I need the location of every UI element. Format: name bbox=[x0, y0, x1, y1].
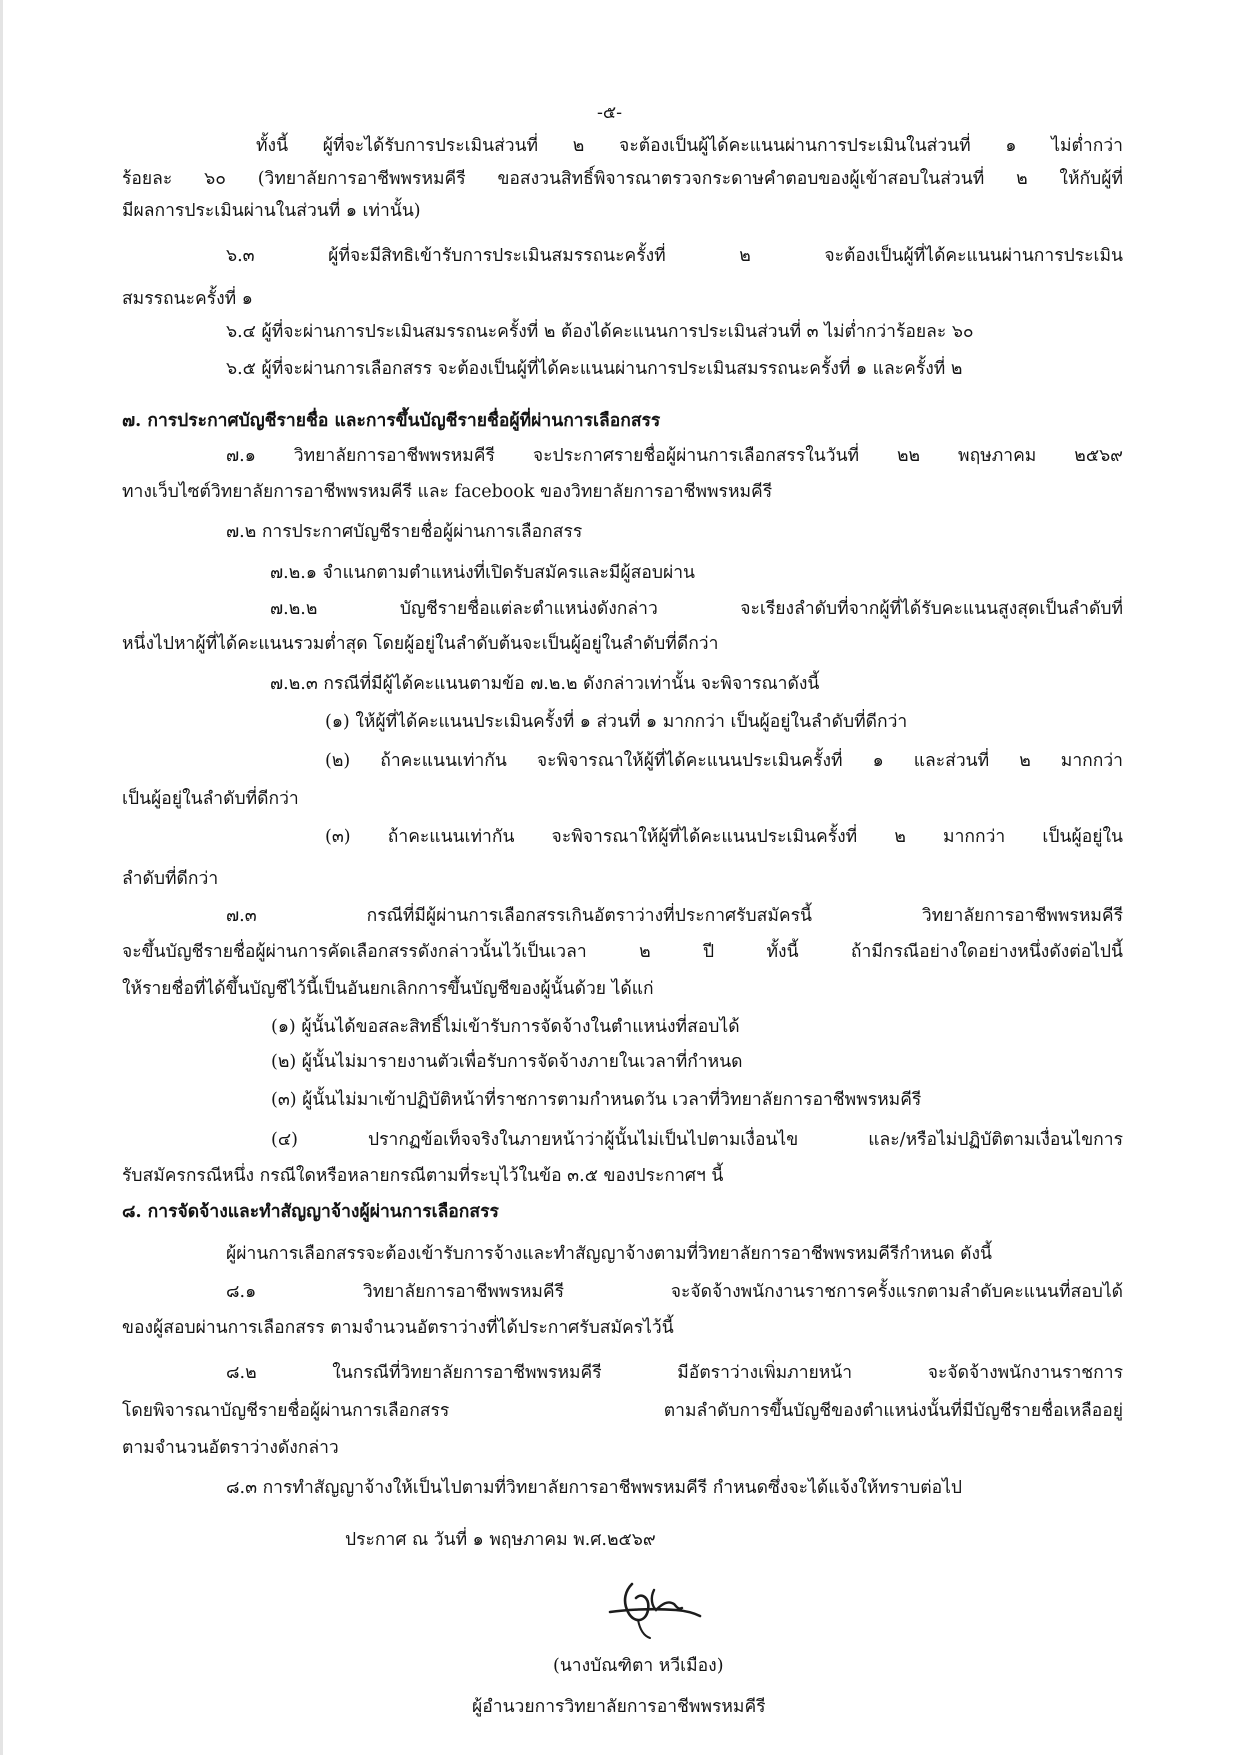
paragraph-line: ๗.๒.๓ กรณีที่มีผู้ได้คะแนนตามข้อ ๗.๒.๒ ดังกล่าวเท่านั้น จะพิจารณาดังนี้ bbox=[270, 674, 820, 694]
list-item: (๒) ผู้นั้นไม่มารายงานตัวเพื่อรับการจัดจ้างภายในเวลาที่กำหนด bbox=[271, 1052, 743, 1072]
paragraph-line: ทางเว็บไซต์วิทยาลัยการอาชีพพรหมคีรี และ facebook ของวิทยาลัยการอาชีพพรหมคีรี bbox=[122, 482, 773, 502]
paragraph-line: ทั้งนี้ ผู้ที่จะได้รับการประเมินส่วนที่ ๒ จะต้องเป็นผู้ได้คะแนนผ่านการประเมินในส่วนที่ ๑ ไม่ต่ำกว่า bbox=[256, 136, 1123, 156]
section-heading: ๗. การประกาศบัญชีรายชื่อ และการขึ้นบัญชีรายชื่อผู้ที่ผ่านการเลือกสรร bbox=[122, 411, 661, 431]
paragraph-line: ๗.๓ กรณีที่มีผู้ผ่านการเลือกสรรเกินอัตราว่างที่ประกาศรับสมัครนี้ วิทยาลัยการอาชีพพรหมคีรี bbox=[226, 906, 1123, 926]
signatory-title: ผู้อำนวยการวิทยาลัยการอาชีพพรหมคีรี bbox=[472, 1697, 766, 1717]
paragraph-line: ลำดับที่ดีกว่า bbox=[122, 869, 219, 889]
paragraph-line: ร้อยละ ๖๐ (วิทยาลัยการอาชีพพรหมคีรี ขอสงวนสิทธิ์พิจารณาตรวจกระดาษคำตอบของผู้เข้าสอบในส่วนที่ ๒ ให้กับผู้ที่ bbox=[122, 169, 1123, 189]
paragraph-line: เป็นผู้อยู่ในลำดับที่ดีกว่า bbox=[122, 789, 299, 809]
list-item: (๑) ผู้นั้นได้ขอสละสิทธิ์ไม่เข้ารับการจัดจ้างในตำแหน่งที่สอบได้ bbox=[271, 1017, 740, 1037]
paragraph-line: ตามจำนวนอัตราว่างดังกล่าว bbox=[122, 1438, 339, 1458]
section-heading: ๘. การจัดจ้างและทำสัญญาจ้างผู้ผ่านการเลือกสรร bbox=[122, 1202, 499, 1222]
paragraph-line: ๖.๔ ผู้ที่จะผ่านการประเมินสมรรถนะครั้งที่ ๒ ต้องได้คะแนนการประเมินส่วนที่ ๓ ไม่ต่ำกว่าร้อยละ ๖๐ bbox=[226, 322, 974, 342]
paragraph-line: ๗.๒.๑ จำแนกตามตำแหน่งที่เปิดรับสมัครและมีผู้สอบผ่าน bbox=[270, 563, 696, 583]
paragraph-line: ๘.๑ วิทยาลัยการอาชีพพรหมคีรี จะจัดจ้างพนักงานราชการครั้งแรกตามลำดับคะแนนที่สอบได้ bbox=[226, 1282, 1123, 1302]
paragraph-line: สมรรถนะครั้งที่ ๑ bbox=[122, 289, 253, 309]
paragraph-line: ของผู้สอบผ่านการเลือกสรร ตามจำนวนอัตราว่างที่ได้ประกาศรับสมัครไว้นี้ bbox=[122, 1318, 674, 1338]
paragraph-line: ๖.๕ ผู้ที่จะผ่านการเลือกสรร จะต้องเป็นผู้ที่ได้คะแนนผ่านการประเมินสมรรถนะครั้งที่ ๑ และครั้งที่ ๒ bbox=[226, 359, 963, 379]
paragraph-line: (๒) ถ้าคะแนนเท่ากัน จะพิจารณาให้ผู้ที่ได้คะแนนประเมินครั้งที่ ๑ และส่วนที่ ๒ มากกว่า bbox=[325, 751, 1123, 771]
paragraph-line: หนึ่งไปหาผู้ที่ได้คะแนนรวมต่ำสุด โดยผู้อยู่ในลำดับต้นจะเป็นผู้อยู่ในลำดับที่ดีกว่า bbox=[122, 634, 719, 654]
paragraph-line: รับสมัครกรณีหนึ่ง กรณีใดหรือหลายกรณีตามที่ระบุไว้ในข้อ ๓.๕ ของประกาศฯ นี้ bbox=[122, 1166, 724, 1186]
list-item: (๓) ผู้นั้นไม่มาเข้าปฏิบัติหน้าที่ราชการตามกำหนดวัน เวลาที่วิทยาลัยการอาชีพพรหมคีรี bbox=[271, 1090, 922, 1110]
list-item: (๔) ปรากฏข้อเท็จจริงในภายหน้าว่าผู้นั้นไม่เป็นไปตามเงื่อนไข และ/หรือไม่ปฏิบัติตามเงื่อนไขการ bbox=[271, 1130, 1123, 1150]
paragraph-line: ๗.๒ การประกาศบัญชีรายชื่อผู้ผ่านการเลือกสรร bbox=[226, 522, 583, 542]
paragraph-line: (๑) ให้ผู้ที่ได้คะแนนประเมินครั้งที่ ๑ ส่วนที่ ๑ มากกว่า เป็นผู้อยู่ในลำดับที่ดีกว่า bbox=[325, 712, 908, 732]
page-number: -๕- bbox=[597, 103, 623, 123]
paragraph-line: ๖.๓ ผู้ที่จะมีสิทธิเข้ารับการประเมินสมรรถนะครั้งที่ ๒ จะต้องเป็นผู้ที่ได้คะแนนผ่านการประเมิน bbox=[226, 246, 1123, 266]
paragraph-line: ๘.๓ การทำสัญญาจ้างให้เป็นไปตามที่วิทยาลัยการอาชีพพรหมคีรี กำหนดซึ่งจะได้แจ้งให้ทราบต่อไป bbox=[226, 1478, 963, 1498]
paragraph-line: จะขึ้นบัญชีรายชื่อผู้ผ่านการคัดเลือกสรรดังกล่าวนั้นไว้เป็นเวลา ๒ ปี ทั้งนี้ ถ้ามีกรณีอย่างใดอย่างหนึ่งดังต่อไปนี้ bbox=[122, 942, 1123, 962]
announcement-date: ประกาศ ณ วันที่ ๑ พฤษภาคม พ.ศ.๒๕๖๙ bbox=[345, 1530, 656, 1550]
paragraph-line: ๗.๒.๒ บัญชีรายชื่อแต่ละตำแหน่งดังกล่าว จะเรียงลำดับที่จากผู้ที่ได้รับคะแนนสูงสุดเป็นลำดับที่ bbox=[270, 599, 1123, 619]
paragraph-line: (๓) ถ้าคะแนนเท่ากัน จะพิจารณาให้ผู้ที่ได้คะแนนประเมินครั้งที่ ๒ มากกว่า เป็นผู้อยู่ใน bbox=[325, 827, 1123, 847]
scan-edge bbox=[0, 0, 3, 1755]
paragraph-line: มีผลการประเมินผ่านในส่วนที่ ๑ เท่านั้น) bbox=[122, 201, 421, 221]
signatory-name: (นางบัณฑิตา หวีเมือง) bbox=[553, 1656, 724, 1676]
paragraph-line: ๗.๑ วิทยาลัยการอาชีพพรหมคีรี จะประกาศรายชื่อผู้ผ่านการเลือกสรรในวันที่ ๒๒ พฤษภาคม ๒๕๖๙ bbox=[226, 446, 1123, 466]
signature-image bbox=[592, 1560, 704, 1644]
paragraph-line: ผู้ผ่านการเลือกสรรจะต้องเข้ารับการจ้างและทำสัญญาจ้างตามที่วิทยาลัยการอาชีพพรหมคีรีกำหนด ดังนี้ bbox=[226, 1244, 993, 1264]
paragraph-line: ๘.๒ ในกรณีที่วิทยาลัยการอาชีพพรหมคีรี มีอัตราว่างเพิ่มภายหน้า จะจัดจ้างพนักงานราชการ bbox=[226, 1363, 1123, 1383]
paragraph-line: ให้รายชื่อที่ได้ขึ้นบัญชีไว้นี้เป็นอันยกเลิกการขึ้นบัญชีของผู้นั้นด้วย ได้แก่ bbox=[122, 979, 654, 999]
paragraph-line: โดยพิจารณาบัญชีรายชื่อผู้ผ่านการเลือกสรร ตามลำดับการขึ้นบัญชีของตำแหน่งนั้นที่มีบัญชีรายชื่อเหลืออยู่ bbox=[122, 1401, 1123, 1421]
